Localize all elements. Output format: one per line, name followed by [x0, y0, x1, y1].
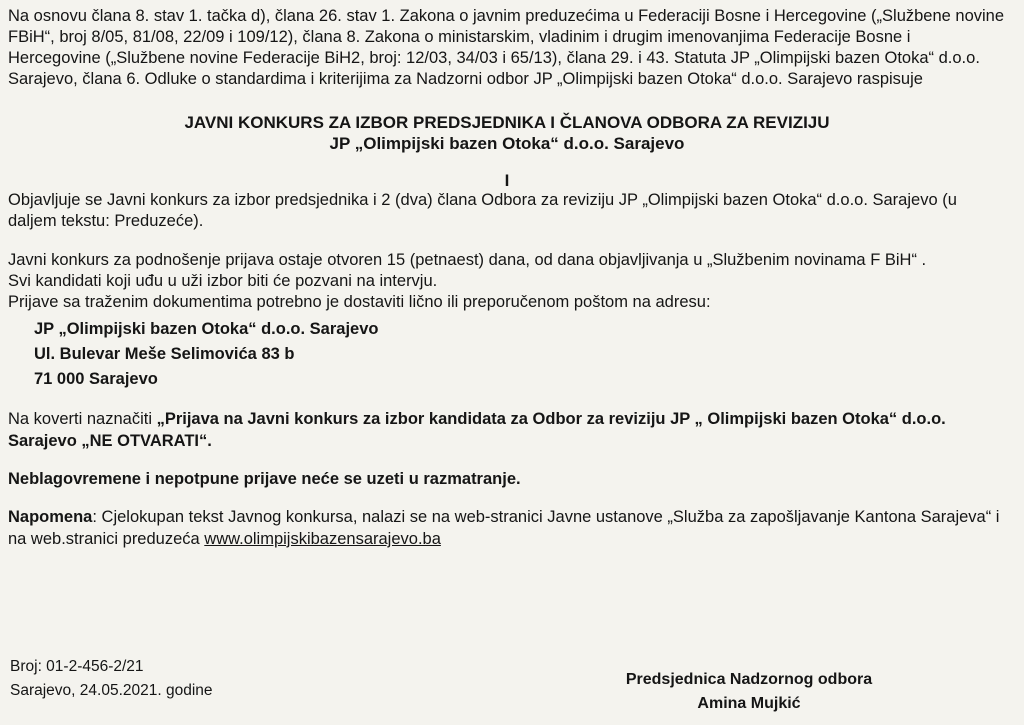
open-period-paragraph: Javni konkurs za podnošenje prijava ostaje otvoren 15 (petnaest) dana, od dana objavljivanja u „Službenim novinama F BiH“ . [8, 251, 927, 269]
envelope-instruction [8, 408, 1006, 452]
interview-paragraph: Svi kandidati koji uđu u uži izbor biti će pozvani na intervju. [8, 272, 438, 290]
note-text: : Cjelokupan tekst Javnog konkursa, nalazi se na web-stranici Javne ustanove „Služba za zapošljavanje Kantona Sarajeva“ i na web.stranici preduzeća [8, 508, 1000, 548]
signature-block [604, 668, 894, 716]
address-line-2: Ul. Bulevar Meše Selimovića 83 b [34, 345, 295, 363]
signature-role: Predsjednica Nadzornog odbora [625, 671, 873, 688]
address-line-3: 71 000 Sarajevo [34, 370, 158, 388]
reference-block [10, 655, 213, 703]
note-label: Napomena [8, 508, 93, 526]
title-line-2: JP „Olimpijski bazen Otoka“ d.o.o. Sarajevo [329, 134, 685, 153]
document-title [8, 112, 1006, 154]
announcement-paragraph: Objavljuje se Javni konkurs za izbor predsjednika i 2 (dva) člana Odbora za reviziju JP „Olimpijski bazen Otoka“ d.o.o. Sarajevo (u daljem tekstu: Preduzeće). [8, 191, 957, 230]
reference-place-date: Sarajevo, 24.05.2021. godine [10, 682, 213, 699]
address-line-1: JP „Olimpijski bazen Otoka“ d.o.o. Sarajevo [34, 320, 379, 338]
address-block [8, 317, 1006, 392]
warning-paragraph: Neblagovremene i nepotpune prijave neće se uzeti u razmatranje. [8, 470, 521, 488]
envelope-prefix: Na koverti naznačiti [8, 410, 152, 428]
submission-paragraph: Prijave sa traženim dokumentima potrebno je dostaviti lično ili preporučenom poštom na adresu: [8, 293, 711, 311]
title-line-1: JAVNI KONKURS ZA IZBOR PREDSJEDNIKA I ČLANOVA ODBORA ZA REVIZIJU [184, 113, 830, 132]
note-paragraph [8, 506, 1006, 550]
intro-paragraph: Na osnovu člana 8. stav 1. tačka d), člana 26. stav 1. Zakona o javnim preduzećima u Federaciji Bosne i Hercegovine („Službene novine FBiH“, broj 8/05, 81/08, 22/09 i 109/12), člana 8. Zakona o ministarskim, vladinim i drugim imenovanjima Federacije Bosne i Hercegovine („Službene novine Federacije BiH2, broj: 12/03, 34/03 i 65/13), člana 29. i 43. Statuta JP „Olimpijski bazen Otoka“ d.o.o. Sarajevo, člana 6. Odluke o standardima i kriterijima za Nadzorni odbor JP „Olimpijski bazen Otoka“ d.o.o. Sarajevo raspisuje [8, 7, 1005, 88]
website-link[interactable]: www.olimpijskibazensarajevo.ba [204, 530, 441, 548]
envelope-text: „Prijava na Javni konkurs za izbor kandidata za Odbor za reviziju JP „ Olimpijski bazen Otoka“ d.o.o. Sarajevo „NE OTVARATI“. [8, 410, 946, 450]
section-number: I [504, 171, 510, 190]
reference-number: Broj: 01-2-456-2/21 [10, 658, 144, 675]
signature-name: Amina Mujkić [697, 695, 801, 712]
